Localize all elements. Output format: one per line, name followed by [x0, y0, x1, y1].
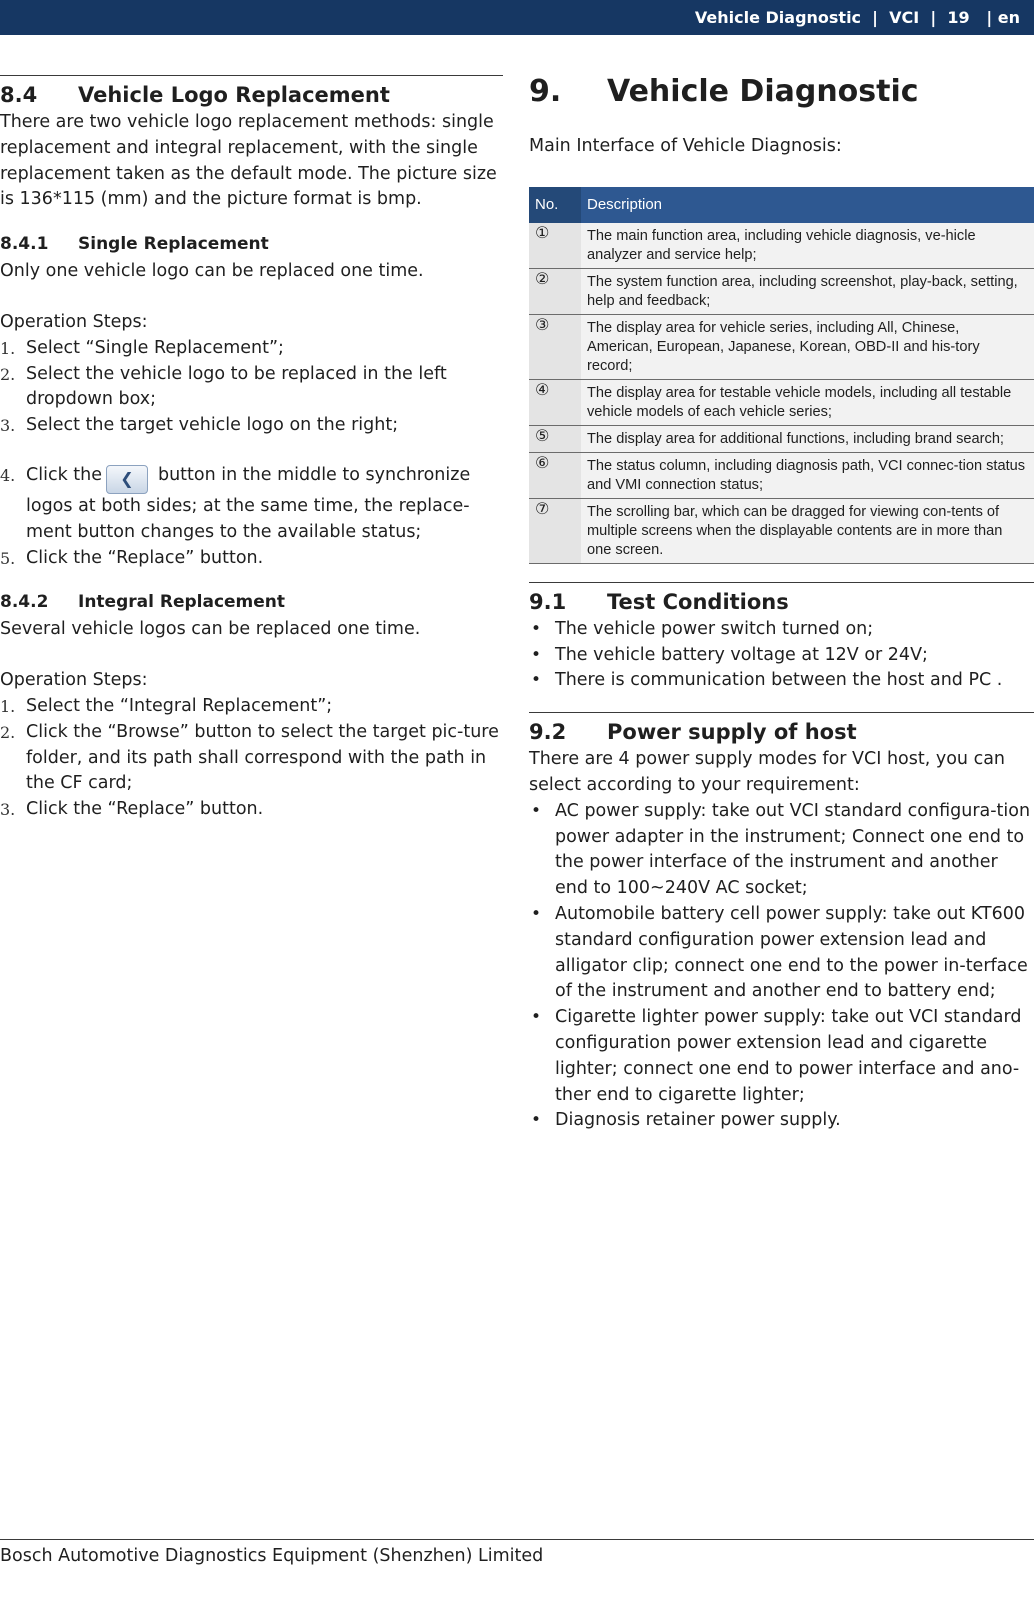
step-number: 1. — [0, 696, 16, 716]
step-number: 2. — [0, 722, 16, 742]
section-intro: Several vehicle logos can be replaced one time. — [0, 619, 421, 640]
step-text: Select the vehicle logo to be replaced in the left dropdown box; — [26, 363, 447, 410]
chapter-title: Vehicle Diagnostic — [607, 74, 919, 109]
list-item — [0, 413, 503, 439]
list-item — [0, 720, 503, 797]
steps-list — [0, 336, 503, 572]
list-item: • The vehicle battery voltage at 12V or 24V; — [529, 643, 1034, 669]
section-number: 8.4.2 — [0, 592, 49, 613]
row-description: The scrolling bar, which can be dragged for viewing con-tents of multiple screens when the displayable contents are in more than one screen. — [581, 498, 1034, 563]
list-item — [0, 336, 503, 362]
step-number: 2. — [0, 364, 16, 384]
section-title: Vehicle Logo Replacement — [78, 83, 390, 107]
row-number: ⑤ — [529, 425, 581, 452]
row-number: ⑥ — [529, 452, 581, 498]
table-row — [529, 498, 1034, 563]
step-number: 1. — [0, 338, 16, 358]
list-item — [0, 797, 503, 823]
row-number: ② — [529, 268, 581, 314]
list-item: • AC power supply: take out VCI standard configura-tion power adapter in the instrument; Connect one end to the power interface of the instrument and another end to 100~240V AC socket; — [529, 799, 1034, 902]
list-item: • The vehicle power switch turned on; — [529, 617, 1034, 643]
table-header-row — [529, 187, 1034, 223]
section-heading-9-2 — [529, 719, 1034, 745]
list-item: • Cigarette lighter power supply: take out VCI standard configuration power extension lead and cigarette lighter; connect one end to power interface and ano-ther end to cigarette lighter; — [529, 1005, 1034, 1108]
section-title: Integral Replacement — [78, 592, 286, 613]
table-row — [529, 379, 1034, 425]
step-text: button in the middle to synchronize logos at both sides; at the same time, the replace-ment button changes to the available status; — [26, 464, 471, 542]
chapter-intro: Main Interface of Vehicle Diagnosis: — [529, 136, 842, 156]
interface-table — [529, 187, 1034, 564]
row-description: The status column, including diagnosis path, VCI connec-tion status and VMI connection status; — [581, 452, 1034, 498]
chevron-left-icon: ❮ — [106, 465, 148, 494]
section-rule — [0, 75, 503, 76]
header-title: Vehicle Diagnostic | VCI | 19 | en — [694, 8, 1020, 27]
list-item — [0, 694, 503, 720]
section-heading-8-4-1 — [0, 231, 503, 257]
table-row — [529, 223, 1034, 269]
list-item: • There is communication between the host and PC . — [529, 668, 1034, 694]
conditions-list — [529, 617, 1034, 694]
step-text: Select the “Integral Replacement”; — [26, 695, 333, 716]
section-title: Single Replacement — [78, 234, 269, 255]
steps-label: Operation Steps: — [0, 311, 148, 332]
list-item: • Diagnosis retainer power supply. — [529, 1108, 1034, 1134]
section-rule — [529, 582, 1034, 583]
step-text: Click the “Replace” button. — [26, 799, 264, 820]
power-modes-list — [529, 799, 1034, 1134]
page-footer: Bosch Automotive Diagnostics Equipment (Shenzhen) Limited — [0, 1546, 544, 1566]
row-description: The display area for vehicle series, including All, Chinese, American, European, Japanese, Korean, OBD-II and his-tory record; — [581, 314, 1034, 379]
table-row — [529, 268, 1034, 314]
footer-rule — [0, 1539, 1034, 1540]
step-number: 3. — [0, 800, 16, 820]
section-number: 9.2 — [529, 720, 567, 745]
row-number: ① — [529, 223, 581, 269]
row-number: ③ — [529, 314, 581, 379]
chapter-number: 9. — [529, 74, 562, 109]
step-text: Click the “Replace” button. — [26, 547, 264, 568]
row-description: The system function area, including screenshot, play-back, setting, help and feedback; — [581, 268, 1034, 314]
column-header-description: Description — [581, 187, 1034, 223]
column-header-no: No. — [529, 187, 581, 223]
row-description: The display area for additional functions, including brand search; — [581, 425, 1034, 452]
section-heading-8-4 — [0, 82, 503, 108]
section-title: Power supply of host — [607, 720, 857, 745]
chapter-heading-9 — [529, 72, 1034, 112]
list-item: • Automobile battery cell power supply: take out KT600 standard configuration power extension lead and alligator clip; connect one end to the power in-terface of the instrument and another end to battery end; — [529, 902, 1034, 1005]
step-text: Click the — [26, 464, 102, 485]
table-row — [529, 452, 1034, 498]
page-header — [0, 0, 1034, 35]
section-intro: There are two vehicle logo replacement methods: single replacement and integral replacement, with the single replacement taken as the default mode. The picture size is 136*115 (mm) and the picture format is bmp. — [0, 112, 497, 210]
step-number: 3. — [0, 416, 16, 436]
list-item — [0, 546, 503, 572]
left-column — [0, 75, 503, 823]
row-description: The display area for testable vehicle models, including all testable vehicle models of each vehicle series; — [581, 379, 1034, 425]
section-number: 9.1 — [529, 589, 567, 614]
section-number: 8.4 — [0, 83, 38, 107]
step-number: 5. — [0, 548, 16, 568]
section-intro: Only one vehicle logo can be replaced one time. — [0, 261, 424, 282]
list-item — [0, 463, 503, 546]
step-text: Click the “Browse” button to select the target pic-ture folder, and its path shall correspond with the path in the CF card; — [26, 721, 499, 794]
table-row — [529, 314, 1034, 379]
steps-label: Operation Steps: — [0, 670, 148, 691]
step-text: Select the target vehicle logo on the right; — [26, 415, 399, 436]
list-item — [0, 362, 503, 414]
section-number: 8.4.1 — [0, 234, 49, 255]
section-intro: There are 4 power supply modes for VCI host, you can select according to your requirement: — [529, 749, 1006, 795]
section-rule — [529, 712, 1034, 713]
section-heading-9-1 — [529, 589, 1034, 615]
section-title: Test Conditions — [607, 589, 789, 614]
steps-list — [0, 694, 503, 823]
right-column — [529, 70, 1034, 1134]
step-number: 4. — [0, 465, 16, 485]
row-number: ④ — [529, 379, 581, 425]
table-row — [529, 425, 1034, 452]
row-description: The main function area, including vehicle diagnosis, ve-hicle analyzer and service help; — [581, 223, 1034, 269]
step-text: Select “Single Replacement”; — [26, 337, 284, 358]
row-number: ⑦ — [529, 498, 581, 563]
section-heading-8-4-2 — [0, 589, 503, 615]
